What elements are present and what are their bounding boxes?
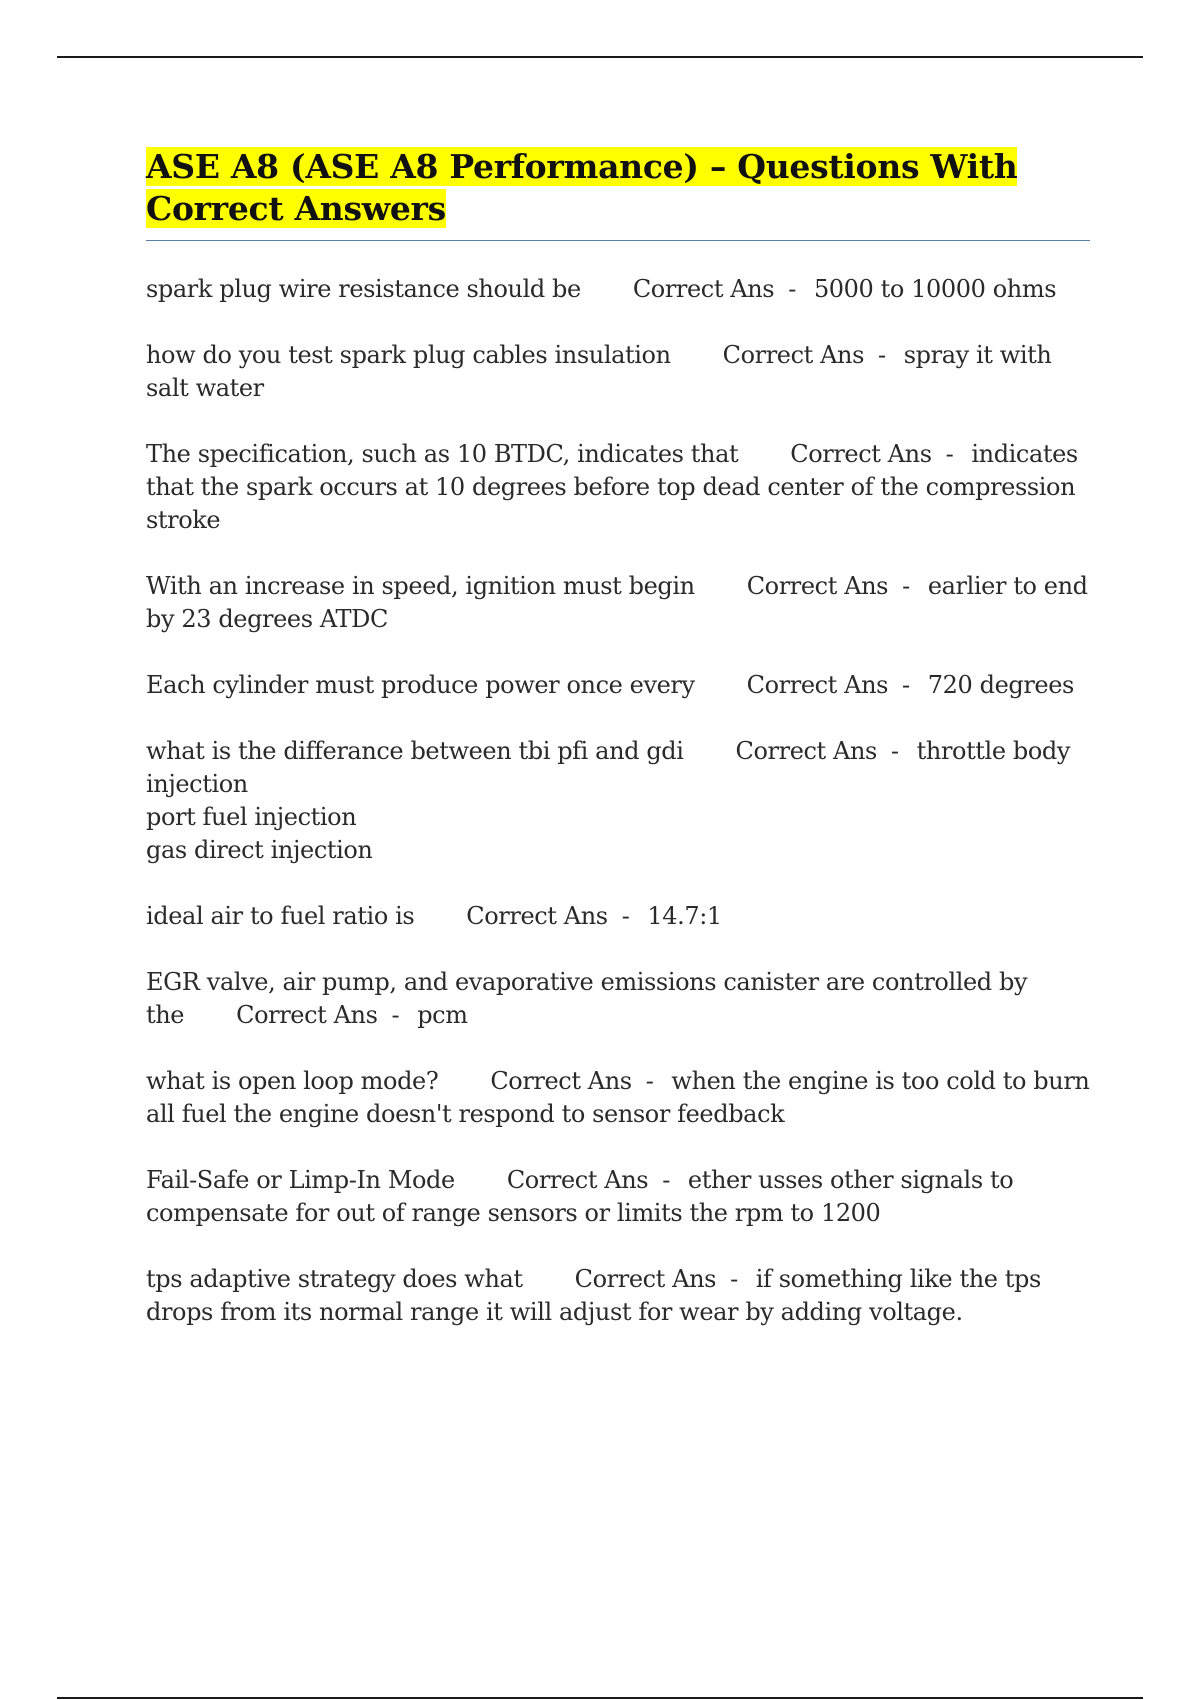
answer-separator: - xyxy=(945,440,954,468)
qa-item xyxy=(146,438,1090,537)
qa-item xyxy=(146,735,1090,867)
page-bottom-rule xyxy=(57,1697,1143,1699)
answer-text: when the engine is too cold to burn all fuel the engine doesn't respond to sensor feedback xyxy=(146,1067,1097,1128)
answer-text: if something like the tps drops from its normal range it will adjust for wear by adding voltage. xyxy=(146,1265,1049,1326)
question-text: how do you test spark plug cables insulation xyxy=(146,341,671,369)
qa-item xyxy=(146,1263,1090,1329)
answer-separator: - xyxy=(391,1001,400,1029)
answer-separator: - xyxy=(878,341,886,369)
answer-separator: - xyxy=(890,737,899,765)
answer-label: Correct Ans xyxy=(632,275,775,303)
question-text: spark plug wire resistance should be xyxy=(146,275,581,303)
answer-text: ether usses other signals to compensate for out of range sensors or limits the rpm to 1200 xyxy=(146,1166,1021,1227)
answer-separator: - xyxy=(902,671,910,699)
answer-label: Correct Ans xyxy=(236,1001,378,1029)
answer-label: Correct Ans xyxy=(746,671,889,699)
answer-label: Correct Ans xyxy=(790,440,932,468)
qa-item xyxy=(146,1164,1090,1230)
answer-label: Correct Ans xyxy=(466,902,608,930)
answer-separator: - xyxy=(645,1067,654,1095)
answer-text: spray it with salt water xyxy=(146,341,1059,402)
answer-label: Correct Ans xyxy=(506,1166,649,1194)
document-body xyxy=(146,146,1097,1362)
answer-separator: - xyxy=(662,1166,670,1194)
title-highlight: ASE A8 (ASE A8 Performance) – Questions With Correct Answers xyxy=(146,147,1018,228)
answer-separator: - xyxy=(730,1265,738,1293)
answer-label: Correct Ans xyxy=(490,1067,632,1095)
qa-list xyxy=(146,273,1097,1329)
title-underline xyxy=(146,240,1090,241)
answer-text: 5000 to 10000 ohms xyxy=(813,275,1057,303)
answer-text: earlier to end by 23 degrees ATDC xyxy=(146,572,1095,633)
question-text: tps adaptive strategy does what xyxy=(146,1265,523,1293)
answer-text: throttle body injection port fuel injection gas direct injection xyxy=(146,737,1070,864)
question-text: Fail-Safe or Limp-In Mode xyxy=(146,1166,455,1194)
question-text: ideal air to fuel ratio is xyxy=(146,902,415,930)
question-text: The specification, such as 10 BTDC, indicates that xyxy=(146,440,739,468)
answer-text: 14.7:1 xyxy=(647,902,722,930)
question-text: EGR valve, air pump, and evaporative emissions canister are controlled by the xyxy=(146,968,1035,1029)
qa-item xyxy=(146,1065,1097,1131)
answer-separator: - xyxy=(788,275,796,303)
page-top-rule xyxy=(57,56,1143,58)
answer-label: Correct Ans xyxy=(746,572,889,600)
question-text: Each cylinder must produce power once every xyxy=(146,671,695,699)
answer-label: Correct Ans xyxy=(722,341,865,369)
question-text: what is the differance between tbi pfi and gdi xyxy=(146,737,684,765)
qa-item xyxy=(146,669,1090,702)
answer-separator: - xyxy=(621,902,630,930)
answer-label: Correct Ans xyxy=(735,737,877,765)
qa-item xyxy=(146,273,1090,306)
question-text: what is open loop mode? xyxy=(146,1067,439,1095)
qa-item xyxy=(146,339,1090,405)
answer-text: 720 degrees xyxy=(927,671,1074,699)
document-title xyxy=(146,146,1090,230)
qa-item xyxy=(146,966,1090,1032)
qa-item xyxy=(146,900,1090,933)
question-text: With an increase in speed, ignition must begin xyxy=(146,572,695,600)
answer-label: Correct Ans xyxy=(574,1265,717,1293)
answer-text: indicates that the spark occurs at 10 degrees before top dead center of the compression stroke xyxy=(146,440,1086,534)
answer-text: pcm xyxy=(417,1001,468,1029)
answer-separator: - xyxy=(902,572,910,600)
qa-item xyxy=(146,570,1095,636)
